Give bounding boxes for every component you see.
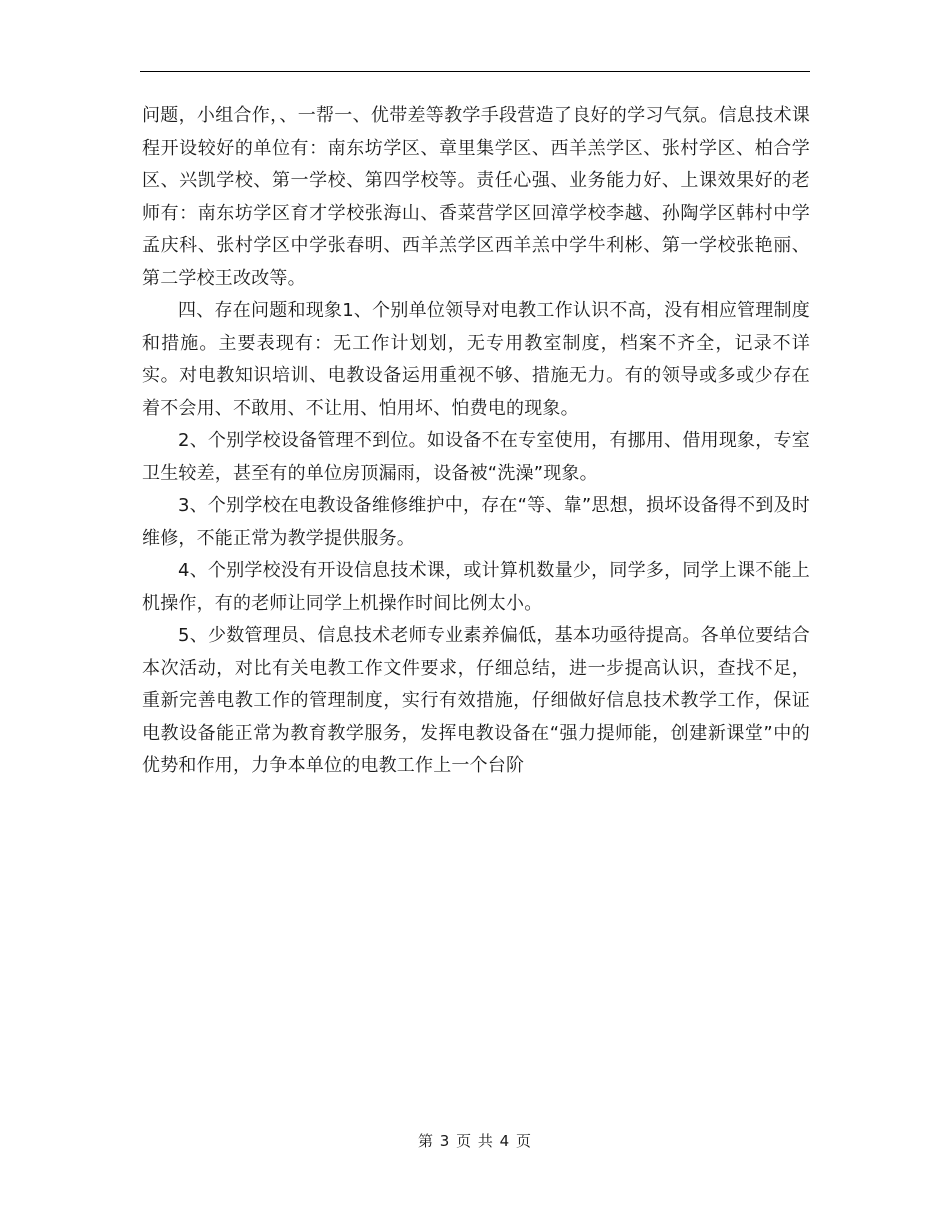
document-body — [142, 100, 810, 783]
paragraph-item-2: 2、个别学校设备管理不到位。如设备不在专室使用，有挪用、借用现象，专室卫生较差，甚至有的单位房顶漏雨，设备被“洗澡”现象。 — [142, 430, 810, 484]
page-number-footer: 第 3 页 共 4 页 — [418, 1132, 532, 1150]
paragraph-problems-heading: 四、存在问题和现象1、个别单位领导对电教工作认识不高，没有相应管理制度和措施。主要表现有：无工作计划划，无专用教室制度，档案不齐全，记录不详实。对电教知识培训、电教设备运用重视不够、措施无力。有的领导或多或少存在着不会用、不敢用、不让用、怕用坏、怕费电的现象。 — [142, 300, 810, 419]
paragraph-item-5: 5、少数管理员、信息技术老师专业素养偏低，基本功亟待提高。各单位要结合本次活动，对比有关电教工作文件要求，仔细总结，进一步提高认识，查找不足，重新完善电教工作的管理制度，实行有效措施，仔细做好信息技术教学工作，保证电教设备能正常为教育教学服务，发挥电教设备在“强力提师能，创建新课堂”中的优势和作用，力争本单位的电教工作上一个台阶 — [142, 625, 810, 776]
header-rule — [140, 71, 810, 72]
paragraph-continuation: 问题，小组合作，、一帮一、优带差等教学手段营造了良好的学习气氛。信息技术课程开设较好的单位有：南东坊学区、章里集学区、西羊羔学区、张村学区、柏合学区、兴凯学校、第一学校、第四学校等。责任心强、业务能力好、上课效果好的老师有：南东坊学区育才学校张海山、香菜营学区回漳学校李越、孙陶学区韩村中学孟庆科、张村学区中学张春明、西羊羔学区西羊羔中学牛利彬、第一学校张艳丽、第二学校王改改等。 — [142, 105, 810, 289]
paragraph-item-3: 3、个别学校在电教设备维修维护中，存在“等、靠”思想，损坏设备得不到及时维修，不能正常为教学提供服务。 — [142, 495, 810, 549]
paragraph-item-4: 4、个别学校没有开设信息技术课，或计算机数量少，同学多，同学上课不能上机操作，有的老师让同学上机操作时间比例太小。 — [142, 560, 810, 614]
